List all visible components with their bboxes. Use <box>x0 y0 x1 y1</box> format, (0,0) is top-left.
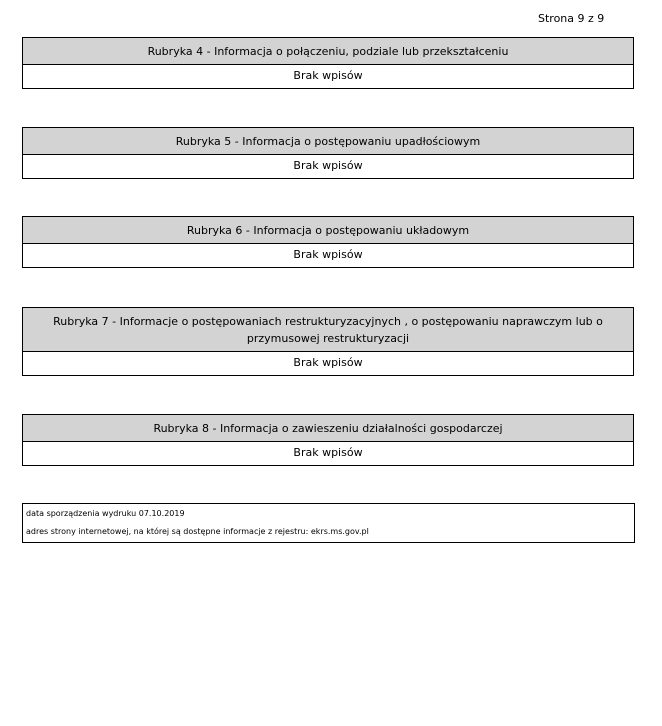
section-title: Rubryka 6 - Informacja o postępowaniu układowym <box>23 217 633 244</box>
section-rubryka-4 <box>22 37 634 89</box>
print-info-box <box>22 503 635 543</box>
section-title: Rubryka 4 - Informacja o połączeniu, podziale lub przekształceniu <box>23 38 633 65</box>
section-rubryka-6 <box>22 216 634 268</box>
section-title: Rubryka 8 - Informacja o zawieszeniu działalności gospodarczej <box>23 415 633 442</box>
section-entries: Brak wpisów <box>23 65 633 88</box>
section-title: Rubryka 5 - Informacja o postępowaniu upadłościowym <box>23 128 633 155</box>
page-number: Strona 9 z 9 <box>538 12 605 25</box>
section-rubryka-7 <box>22 307 634 376</box>
section-entries: Brak wpisów <box>23 244 633 267</box>
section-entries: Brak wpisów <box>23 352 633 375</box>
registry-address: adres strony internetowej, na której są dostępne informacje z rejestru: ekrs.ms.gov.pl <box>26 527 369 536</box>
section-title: Rubryka 7 - Informacje o postępowaniach restrukturyzacyjnych , o postępowaniu naprawczym lub o przymusowej restrukturyzacji <box>23 308 633 352</box>
section-entries: Brak wpisów <box>23 442 633 465</box>
section-entries: Brak wpisów <box>23 155 633 178</box>
section-rubryka-5 <box>22 127 634 179</box>
section-rubryka-8 <box>22 414 634 466</box>
print-date: data sporządzenia wydruku 07.10.2019 <box>26 509 185 518</box>
